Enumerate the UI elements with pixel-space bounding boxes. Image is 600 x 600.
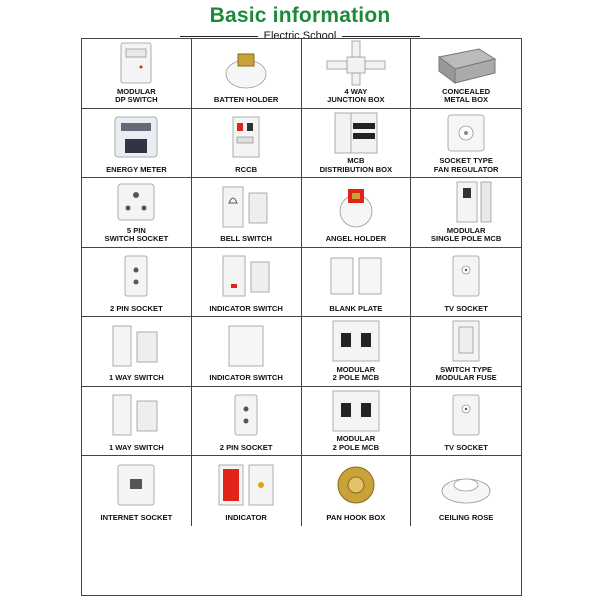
component-card <box>302 317 412 387</box>
two-pole-mcb-icon <box>302 387 411 436</box>
component-label: 1 WAY SWITCH <box>108 373 164 383</box>
fan-regulator-icon <box>411 109 521 158</box>
component-card <box>302 456 412 526</box>
component-label: MODULAR SINGLE POLE MCB <box>430 225 502 244</box>
component-label: 1 WAY SWITCH <box>108 442 164 452</box>
component-label: INDICATOR <box>225 513 267 523</box>
component-card <box>82 456 192 526</box>
component-card <box>192 109 302 179</box>
component-label: RCCB <box>235 164 258 174</box>
component-card <box>411 456 521 526</box>
component-card <box>302 178 412 248</box>
metal-box-icon <box>411 39 521 88</box>
component-label: 2 PIN SOCKET <box>110 303 163 313</box>
component-label: INTERNET SOCKET <box>100 513 173 523</box>
indicator-switch-icon <box>192 248 301 305</box>
two-pin-socket-icon <box>82 248 191 305</box>
component-card <box>192 178 302 248</box>
component-card <box>302 109 412 179</box>
component-label: BLANK PLATE <box>329 303 383 313</box>
component-card <box>411 109 521 179</box>
component-card <box>302 248 412 318</box>
rccb-icon <box>192 109 301 166</box>
page-subtitle: Electric School <box>258 30 343 42</box>
bell-switch-icon <box>192 178 301 235</box>
batten-holder-icon <box>192 39 301 96</box>
single-pole-mcb-icon <box>411 178 521 227</box>
five-pin-socket-icon <box>82 178 191 227</box>
indicator-switch-plate-icon <box>192 317 301 374</box>
component-label: TV SOCKET <box>444 303 488 313</box>
two-pole-mcb-icon <box>302 317 411 366</box>
internet-socket-icon <box>82 456 191 514</box>
component-label: CONCEALED METAL BOX <box>442 86 491 105</box>
component-label: CEILING ROSE <box>438 513 494 523</box>
component-label: PAN HOOK BOX <box>326 513 386 523</box>
component-card <box>192 456 302 526</box>
component-label: INDICATOR SWITCH <box>209 303 283 313</box>
modular-fuse-icon <box>411 317 521 366</box>
component-card <box>302 39 412 109</box>
component-card <box>411 317 521 387</box>
tv-socket-icon <box>411 387 521 444</box>
component-label: MODULAR 2 POLE MCB <box>332 434 380 452</box>
component-card <box>82 387 192 457</box>
component-card <box>302 387 412 457</box>
component-label: 4 WAY JUNCTION BOX <box>327 86 385 105</box>
component-card <box>192 248 302 318</box>
component-card <box>411 178 521 248</box>
energy-meter-icon <box>82 109 191 166</box>
component-label: 2 PIN SOCKET <box>219 442 273 452</box>
component-card <box>411 387 521 457</box>
component-card <box>82 317 192 387</box>
component-label: SWITCH TYPE MODULAR FUSE <box>435 364 497 383</box>
component-label: MODULAR DP SWITCH <box>115 86 158 105</box>
component-card <box>82 109 192 179</box>
component-card <box>82 248 192 318</box>
component-card <box>82 178 192 248</box>
component-label: BATTEN HOLDER <box>213 95 279 105</box>
one-way-switch-icon <box>82 387 191 444</box>
tv-socket-icon <box>411 248 521 305</box>
distribution-box-icon <box>302 109 411 158</box>
junction-box-icon <box>302 39 411 88</box>
ceiling-rose-icon <box>411 456 521 514</box>
component-grid <box>81 38 522 596</box>
two-pin-socket-icon <box>192 387 301 444</box>
component-card <box>192 39 302 109</box>
blank-plate-icon <box>302 248 411 305</box>
component-label: SOCKET TYPE FAN REGULATOR <box>433 156 499 174</box>
component-label: INDICATOR SWITCH <box>209 373 283 383</box>
component-label: BELL SWITCH <box>220 234 272 244</box>
component-card <box>82 39 192 109</box>
page-title: Basic information <box>209 4 391 27</box>
indicator-icon <box>192 456 301 514</box>
component-label: ENERGY METER <box>106 164 167 174</box>
component-card <box>411 39 521 109</box>
pan-hook-box-icon <box>302 456 411 514</box>
component-label: 5 PIN SWITCH SOCKET <box>104 225 169 244</box>
component-label: TV SOCKET <box>444 442 488 452</box>
component-card <box>192 387 302 457</box>
component-card <box>411 248 521 318</box>
modular-switch-icon <box>82 39 191 88</box>
angle-holder-icon <box>302 178 411 235</box>
component-label: MCB DISTRIBUTION BOX <box>319 156 393 174</box>
one-way-switch-icon <box>82 317 191 374</box>
component-label: ANGEL HOLDER <box>325 234 387 244</box>
component-card <box>192 317 302 387</box>
component-label: MODULAR 2 POLE MCB <box>332 364 380 383</box>
